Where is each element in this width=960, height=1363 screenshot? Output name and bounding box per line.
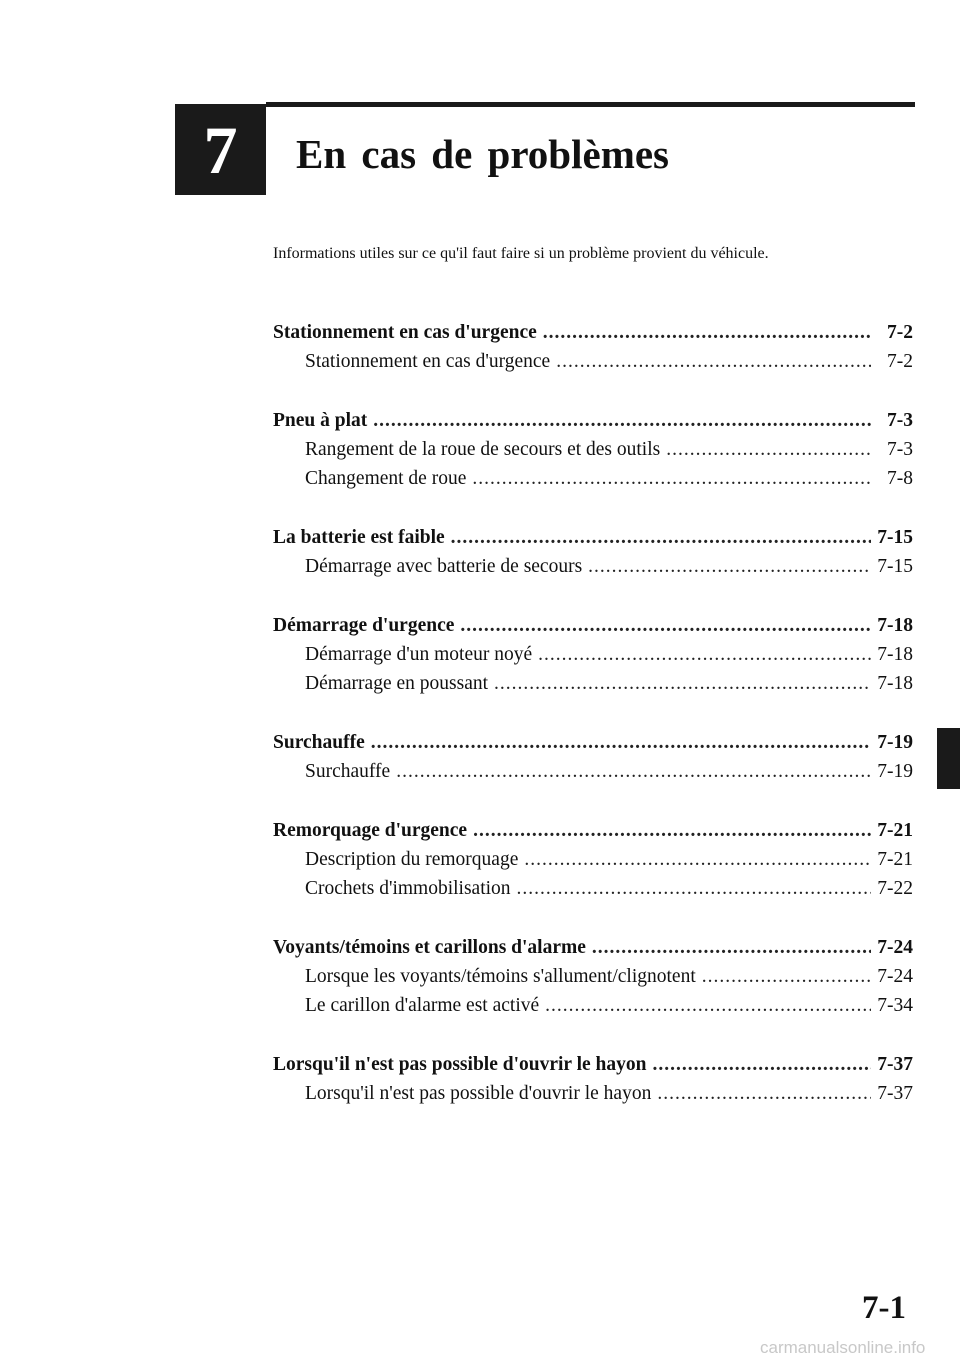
dot-leader [702,962,871,991]
dot-leader [451,523,871,552]
dot-leader [473,816,871,845]
chapter-number-badge [175,104,266,195]
toc-subsection-entry[interactable] [273,640,913,669]
toc-section-entry[interactable] [273,816,913,845]
toc-subsection-entry[interactable] [273,962,913,991]
toc-subsection-entry[interactable] [273,669,913,698]
dot-leader [652,1050,871,1079]
dot-leader [396,757,871,786]
toc-entry-page: 7-34 [877,995,913,1016]
chapter-side-tab [937,728,960,789]
toc-entry-page: 7-2 [887,322,913,343]
toc-section-entry[interactable] [273,406,913,435]
dot-leader [666,435,871,464]
chapter-header-rule [266,102,915,107]
toc-entry-title: Crochets d'immobilisation [305,878,511,899]
toc-subsection-entry[interactable] [273,1079,913,1108]
toc-entry-page: 7-37 [877,1054,913,1075]
toc-entry-page: 7-18 [877,615,913,636]
toc-section-entry[interactable] [273,728,913,757]
toc-subsection-entry[interactable] [273,991,913,1020]
toc-entry-page: 7-24 [877,937,913,958]
toc-entry-page: 7-18 [877,644,913,665]
toc-entry-page: 7-3 [887,439,913,460]
dot-leader [556,347,871,376]
dot-leader [472,464,871,493]
dot-leader [592,933,871,962]
toc-entry-title: Démarrage d'un moteur noyé [305,644,533,665]
toc-entry-title: Voyants/témoins et carillons d'alarme [273,937,586,958]
toc-entry-title: Description du remorquage [305,849,519,870]
toc-subsection-entry[interactable] [273,845,913,874]
toc-subsection-entry[interactable] [273,347,913,376]
toc-section [273,933,913,1020]
watermark: carmanualsonline.info [760,1338,926,1357]
toc-section [273,406,913,493]
toc-subsection-entry[interactable] [273,757,913,786]
toc-section-entry[interactable] [273,933,913,962]
toc-section-entry[interactable] [273,523,913,552]
page-number: 7-1 [862,1290,906,1326]
toc-entry-page: 7-8 [887,468,913,489]
toc-section-entry[interactable] [273,611,913,640]
toc-section [273,611,913,698]
toc-entry-page: 7-2 [887,351,913,372]
dot-leader [588,552,871,581]
toc-entry-title: La batterie est faible [273,527,445,548]
toc-section [273,523,913,581]
toc-entry-title: Démarrage en poussant [305,673,489,694]
toc-section [273,318,913,376]
toc-subsection-entry[interactable] [273,552,913,581]
chapter-title: En cas de problèmes [296,131,670,177]
toc-entry-title: Démarrage d'urgence [273,615,455,636]
toc-entry-page: 7-15 [877,556,913,577]
toc-entry-title: Changement de roue [305,468,467,489]
toc-entry-title: Le carillon d'alarme est activé [305,995,540,1016]
toc-section-entry[interactable] [273,318,913,347]
toc-subsection-entry[interactable] [273,464,913,493]
toc-entry-page: 7-3 [887,410,913,431]
toc-entry-page: 7-37 [877,1083,913,1104]
toc-entry-title: Pneu à plat [273,410,368,431]
dot-leader [543,318,871,347]
toc-entry-title: Stationnement en cas d'urgence [273,322,537,343]
toc-entry-page: 7-19 [877,761,913,782]
toc-subsection-entry[interactable] [273,435,913,464]
toc-entry-page: 7-22 [877,878,913,899]
toc-entry-title: Lorsque les voyants/témoins s'allument/clignotent [305,966,696,987]
dot-leader [494,669,871,698]
toc-entry-page: 7-24 [877,966,913,987]
dot-leader [460,611,871,640]
toc-entry-title: Démarrage avec batterie de secours [305,556,583,577]
toc-entry-page: 7-21 [877,849,913,870]
chapter-number: 7 [203,111,238,188]
toc-entry-title: Surchauffe [273,732,365,753]
toc-entry-title: Stationnement en cas d'urgence [305,351,551,372]
toc-entry-page: 7-18 [877,673,913,694]
dot-leader [545,991,871,1020]
dot-leader [373,406,871,435]
dot-leader [517,874,871,903]
toc-entry-title: Lorsqu'il n'est pas possible d'ouvrir le hayon [305,1083,652,1104]
toc-section-entry[interactable] [273,1050,913,1079]
chapter-intro: Informations utiles sur ce qu'il faut faire si un problème provient du véhicule. [273,245,769,262]
toc-entry-title: Surchauffe [305,761,391,782]
toc-section [273,816,913,903]
toc-subsection-entry[interactable] [273,874,913,903]
toc-entry-title: Lorsqu'il n'est pas possible d'ouvrir le hayon [273,1054,647,1075]
dot-leader [524,845,871,874]
toc-entry-page: 7-19 [877,732,913,753]
toc-entry-page: 7-21 [877,820,913,841]
table-of-contents [273,318,913,1138]
toc-entry-page: 7-15 [877,527,913,548]
dot-leader [371,728,871,757]
toc-section [273,728,913,786]
dot-leader [657,1079,871,1108]
toc-section [273,1050,913,1108]
dot-leader [538,640,871,669]
toc-entry-title: Rangement de la roue de secours et des outils [305,439,661,460]
toc-entry-title: Remorquage d'urgence [273,820,468,841]
